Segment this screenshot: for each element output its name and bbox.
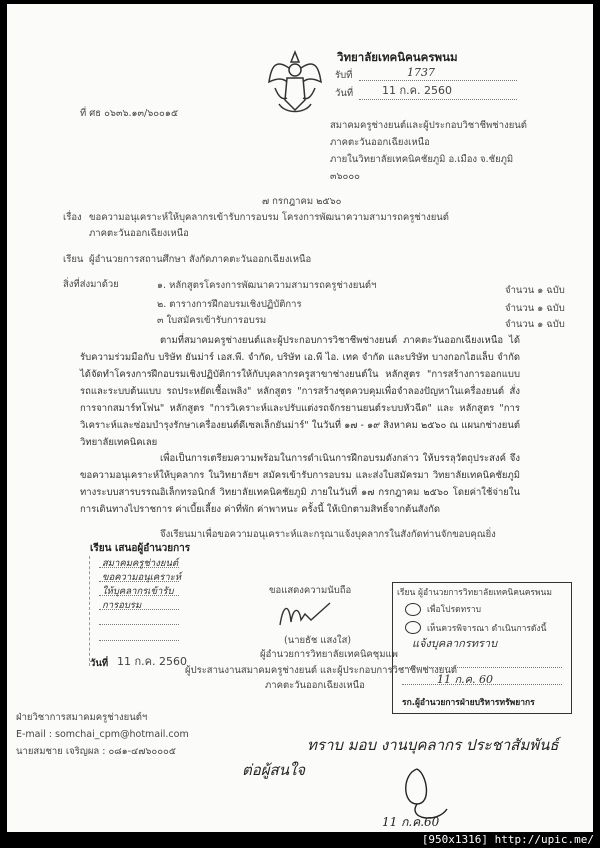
signatory-position: ผู้อำนวยการวิทยาลัยเทคนิคชุมแพ	[260, 649, 398, 660]
received-label: รับที่	[335, 70, 353, 81]
closing-phrase: ขอแสดงความนับถือ	[269, 585, 352, 596]
enclosure-item: ๒. ตารางการฝึกอบรมเชิงปฏิบัติการ	[157, 299, 302, 310]
sender-line: สมาคมครูช่างยนต์และผู้ประกอบวิชาชีพช่างยนต์	[330, 120, 527, 131]
memo-right-note: แจ้งบุคลากรทราบ	[412, 637, 498, 650]
enclosure-item: ๓ ใบสมัครเข้ารับการอบรม	[157, 315, 267, 326]
handwritten-note: ต่อผู้สนใจ	[242, 761, 306, 779]
date-dotline	[359, 99, 517, 100]
subject-text: ขอความอนุเคราะห์ให้บุคลากรเข้ารับการอบรม โครงการพัฒนาความสามารถครูช่างยนต์	[89, 212, 449, 223]
memo-note: การอบรม	[102, 600, 142, 611]
closing-request: จึงเรียนมาเพื่อขอความอนุเคราะห์และกรุณาแจ้งบุคลากรในสังกัดท่านจักขอบคุณยิ่ง	[160, 529, 496, 540]
watermark-text: [950x1316] http://upic.me/	[421, 833, 594, 846]
checkmark-circle-icon	[405, 621, 421, 634]
enclosure-qty: จำนวน ๑ ฉบับ	[505, 303, 565, 314]
signatory-region: ภาคตะวันออกเฉียงเหนือ	[265, 680, 365, 691]
body-paragraph	[80, 332, 520, 451]
sender-line: ภาคตะวันออกเฉียงเหนือ	[330, 137, 430, 148]
sender-line: ๓๖๐๐๐	[330, 171, 360, 182]
memo-note: ขอความอนุเคราะห์	[102, 572, 182, 583]
document-page	[7, 4, 593, 832]
letter-date: ๗ กรกฎาคม ๒๕๖๐	[262, 196, 342, 207]
body-text: ตามที่สมาคมครูช่างยนต์และผู้ประกอบการวิชาชีพช่างยนต์ ภาคตะวันออกเฉียงเหนือ ได้รับความร่วมมือกับ บริษัท ยันม่าร์ เอส.พี. จำกัด, บริษัท เอ.พี ไอ. เทค จำกัด และบริษัท บางกอกไฮแล็บ จำกัด ได้จัดทำโครงการฝึกอบรมเชิงปฏิบัติการให้กับบุคลากรครูสาขาช่างยนต์ใน หลักสูตร "การสร้างการออกแบบรถและระบบต้นแบบ รถประหยัดเชื้อเพลิง" หลักสูตร "การสร้างชุดควบคุมเพื่อจำลองปัญหาในเครื่องยนต์ สั่งการจากสมาร์ทโฟน" หลักสูตร "การวิเคราะห์และปรับแต่งรถจักรยานยนต์ระบบหัวฉีด" และ หลักสูตร "การวิเคราะห์และซ่อมบำรุงรักษาเครื่องยนต์ดีเซลเล็กยันม่าร์" ในวันที่ ๑๗ - ๑๙ สิงหาคม ๒๕๖๐ ณ แผนกช่างยนต์ วิทยาลัยเทคนิคเลย	[80, 335, 520, 448]
document-number: ที่ ศธ ๐๖๓๖.๑๓/๖๐๐๑๕	[80, 108, 179, 119]
contact-person: นายสมชาย เจริญผล : ๐๘๑-๔๗๖๐๐๐๕	[16, 746, 176, 757]
enclosure-label: สิ่งที่ส่งมาด้วย	[63, 279, 119, 290]
memo-right-footer: รก.ผู้อำนวยการฝ่ายบริหารทรัพยากร	[402, 698, 535, 708]
memo-right-title: เรียน ผู้อำนวยการวิทยาลัยเทคนิคนครพนม	[397, 588, 552, 598]
memo-option: เพื่อโปรดทราบ	[427, 605, 481, 615]
body-text: เพื่อเป็นการเตรียมความพร้อมในการดำเนินการฝึกอบรมดังกล่าว ให้บรรลุวัตถุประสงค์ จึงขอความอนุเคราะห์ให้บุคลากร ในวิทยาลัยฯ สมัครเข้ารับการอบรม และส่งใบสมัครมา วิทยาลัยเทคนิคชัยภูมิ ทางระบบสารบรรณอิเล็กทรอนิกส์ วิทยาลัยเทคนิคชัยภูมิ ภายในวันที่ ๑๗ กรกฎาคม ๒๕๖๐ โดยค่าใช้จ่ายในการเดินทางไปราชการ ค่าเบี้ยเลี้ยง ค่าที่พัก ค่าพาหนะ ครั้งนี้ ให้เบิกตามสิทธิ์จากต้นสังกัด	[80, 453, 520, 515]
garuda-emblem-icon	[265, 48, 325, 118]
handwritten-note: ทราบ มอบ งานบุคลากร ประชาสัมพันธ์	[307, 736, 559, 754]
memo-right-date: 11 ก.ค. 60	[437, 673, 493, 686]
memo-note: สมาคมครูช่างยนต์	[102, 558, 179, 569]
signatory-name: (นายธัช แสงใส)	[284, 635, 352, 646]
memo-left-border	[89, 556, 90, 666]
to-label: เรียน	[63, 254, 84, 265]
memo-left-title: เรียน เสนอผู้อำนวยการ	[90, 543, 191, 554]
college-stamp-name: วิทยาลัยเทคนิคนครพนม	[337, 50, 458, 64]
checkmark-circle-icon	[405, 603, 421, 616]
enclosure-qty: จำนวน ๑ ฉบับ	[505, 319, 565, 330]
sender-line: ภายในวิทยาลัยเทคนิคชัยภูมิ อ.เมือง จ.ชัยภูมิ	[330, 154, 514, 165]
date-label: วันที่	[335, 88, 354, 99]
received-number: 1737	[407, 66, 435, 79]
body-paragraph	[80, 450, 520, 518]
subject-text: ภาคตะวันออกเฉียงเหนือ	[89, 228, 189, 239]
received-date: 11 ก.ค. 2560	[382, 84, 452, 97]
handwritten-date: 11 ก.ค.60	[382, 815, 440, 829]
signatory-role: ผู้ประสานงานสมาคมครูช่างยนต์ และผู้ประกอบการวิชาชีพช่างยนต์	[185, 665, 458, 676]
memo-left-date: 11 ก.ค. 2560	[117, 655, 187, 668]
memo-left-date-label: วันที่	[90, 658, 109, 669]
to-text: ผู้อำนวยการสถานศึกษา สังกัดภาคตะวันออกเฉียงเหนือ	[89, 254, 312, 265]
contact-department: ฝ่ายวิชาการสมาคมครูช่างยนต์ฯ	[16, 712, 148, 723]
contact-email: E-mail : somchai_cpm@hotmail.com	[16, 729, 189, 740]
enclosure-qty: จำนวน ๑ ฉบับ	[505, 285, 565, 296]
memo-option: เห็นควรพิจารณา ดำเนินการดังนี้	[427, 624, 547, 634]
signature-scribble	[275, 600, 335, 630]
watermark-bar	[0, 832, 600, 848]
subject-label: เรื่อง	[63, 212, 82, 223]
received-dotline	[359, 80, 517, 81]
enclosure-item: ๑. หลักสูตรโครงการพัฒนาความสามารถครูช่างยนต์ฯ	[157, 280, 377, 291]
memo-note: ให้บุคลากรเข้ารับ	[102, 586, 174, 597]
